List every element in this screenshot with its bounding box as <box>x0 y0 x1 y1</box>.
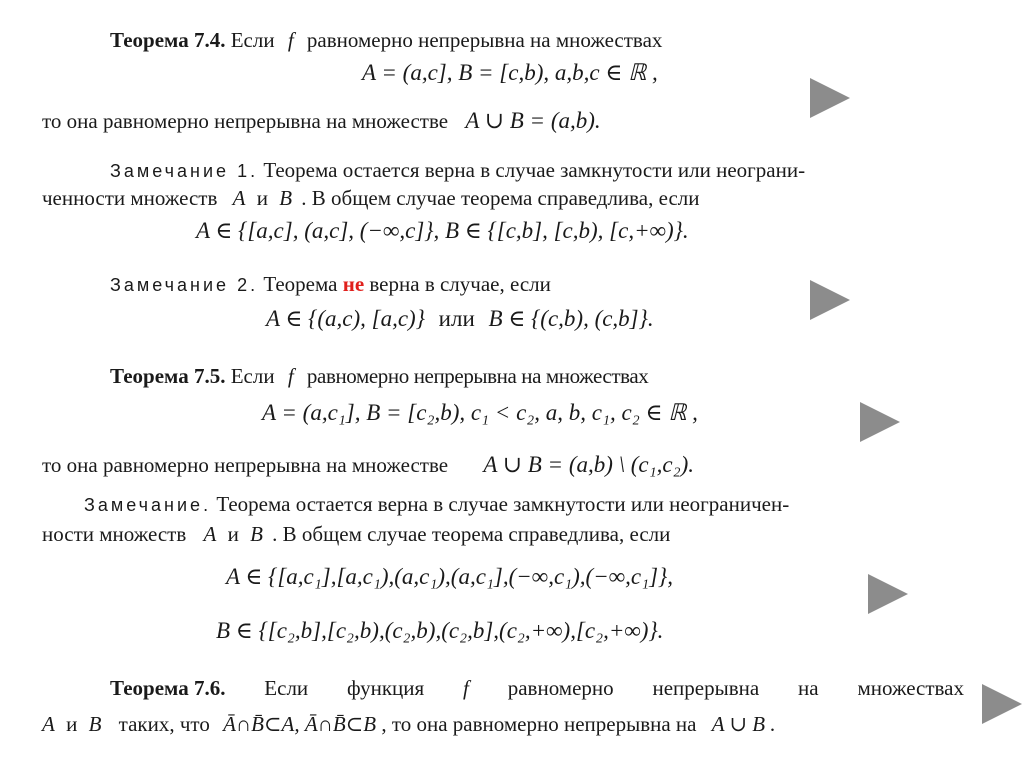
remark-label: Замечание 1. <box>110 161 259 181</box>
formula: A = (a,c], B = [c,b), a,b,c ∈ ℝ , <box>362 60 658 85</box>
formula: A ∪ B = (a,b) \ (c₁,c₂). <box>483 452 695 477</box>
theorem-7-4-heading <box>110 28 662 52</box>
remark-text: ности множеств <box>42 522 187 546</box>
set-a: A <box>232 186 246 210</box>
conclusion-text: то она равномерно непрерывна на множестве <box>42 453 449 477</box>
remark-3-formula-a <box>226 564 673 590</box>
remark-text: Теорема <box>263 272 338 296</box>
theorem-text: Если <box>230 364 275 388</box>
formula-sets <box>262 400 698 426</box>
theorem-text: равномерно непрерывна на множествах <box>306 364 649 388</box>
remark-1-line-1 <box>110 158 805 182</box>
function-symbol: f <box>463 676 469 700</box>
theorem-7-6-line-2 <box>42 712 776 736</box>
theorem-text: таких, что <box>118 712 210 736</box>
conclusion-line <box>42 452 694 478</box>
play-icon[interactable] <box>810 78 850 118</box>
theorem-7-6-line-1 <box>110 676 964 701</box>
remark-text: . В общем случае теорема справедлива, если <box>301 186 700 210</box>
remark-label: Замечание. <box>84 495 212 515</box>
remark-3-line-1 <box>84 492 789 516</box>
formula: B ∈ {(c,b), (c,b]}. <box>488 306 654 331</box>
theorem-word: Если <box>264 676 309 700</box>
formula: A ∪ B = (a,b). <box>465 108 601 133</box>
theorem-word: непрерывна <box>652 676 760 700</box>
theorem-text: Если <box>230 28 275 52</box>
formula: Ā∩B̄⊂A, Ā∩B̄⊂B <box>223 712 377 736</box>
set-a: A <box>42 712 55 736</box>
negation-highlight: не <box>342 272 365 296</box>
play-icon[interactable] <box>860 402 900 442</box>
conjunction: и <box>256 186 268 210</box>
remark-2-formula <box>266 306 654 332</box>
play-icon[interactable] <box>868 574 908 614</box>
remark-1-formula <box>196 218 689 244</box>
formula-sets <box>362 60 658 86</box>
theorem-word: на <box>798 676 819 700</box>
remark-text: верна в случае, если <box>369 272 551 296</box>
remark-2-line <box>110 272 551 296</box>
theorem-word: множествах <box>857 676 964 700</box>
theorem-label: Теорема 7.4. <box>110 28 226 52</box>
remark-text: Теорема остается верна в случае замкнутости или неограни- <box>263 158 806 182</box>
theorem-word: функция <box>347 676 425 700</box>
theorem-label: Теорема 7.5. <box>110 364 226 388</box>
formula: A ∈ {(a,c), [a,c)} <box>266 306 425 331</box>
theorem-7-5-heading <box>110 364 648 388</box>
remark-1-line-2 <box>42 186 700 210</box>
formula: A = (a,c₁], B = [c₂,b), c₁ < c₂, a, b, c₁, c₂ ∈ ℝ , <box>262 400 698 425</box>
formula: A ∈ {[a,c], (a,c], (−∞,c]}, B ∈ {[c,b], [c,b), [c,+∞)}. <box>196 218 689 243</box>
remark-3-formula-b <box>216 618 663 644</box>
theorem-text: равномерно непрерывна на множествах <box>306 28 663 52</box>
set-b: B <box>279 186 293 210</box>
conclusion-line <box>42 108 601 134</box>
set-b: B <box>88 712 102 736</box>
remark-text: Теорема остается верна в случае замкнутости или неограничен- <box>216 492 790 516</box>
function-symbol: f <box>287 28 294 52</box>
conjunction: и <box>227 522 239 546</box>
play-icon[interactable] <box>982 684 1022 724</box>
formula: B ∈ {[c₂,b],[c₂,b),(c₂,b),(c₂,b],(c₂,+∞),[c₂,+∞)}. <box>216 618 664 643</box>
set-b: B <box>250 522 263 546</box>
conjunction: и <box>66 712 78 736</box>
formula: A ∈ {[a,c₁],[a,c₁),(a,c₁),(a,c₁],(−∞,c₁),(−∞,c₁]}, <box>226 564 673 589</box>
play-icon[interactable] <box>810 280 850 320</box>
theorem-word: равномерно <box>507 676 614 700</box>
theorem-text: , то она равномерно непрерывна на <box>381 712 697 736</box>
set-a: A <box>203 522 217 546</box>
conclusion-text: то она равномерно непрерывна на множестве <box>42 109 449 133</box>
remark-3-line-2 <box>42 522 670 546</box>
conjunction: или <box>438 306 475 331</box>
remark-text: ченности множеств <box>42 186 218 210</box>
remark-label: Замечание 2. <box>110 275 259 295</box>
function-symbol: f <box>287 364 294 388</box>
theorem-label: Теорема 7.6. <box>110 676 226 700</box>
formula: A ∪ B . <box>711 712 776 736</box>
remark-text: . В общем случае теорема справедлива, если <box>272 522 671 546</box>
